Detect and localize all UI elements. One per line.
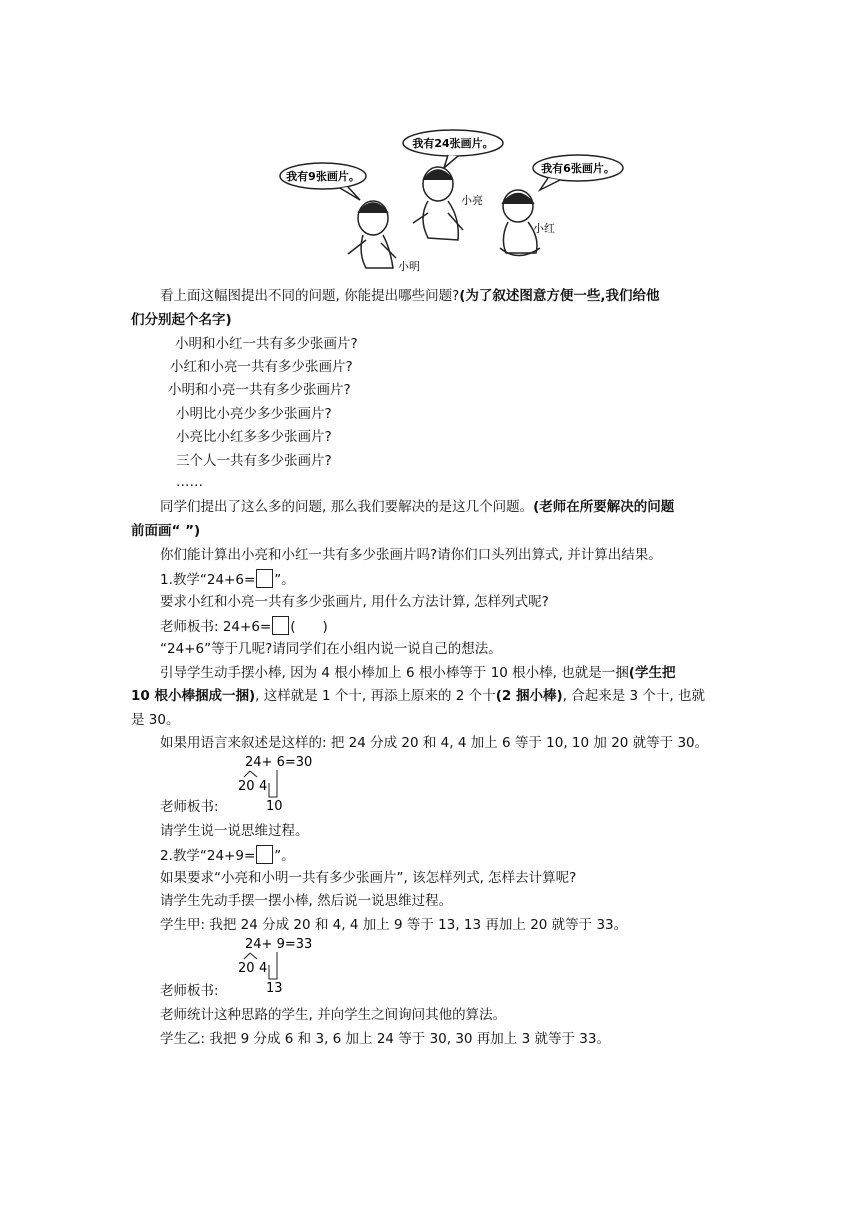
question-item: 小明比小亮少多少张画片? — [176, 406, 332, 422]
sec2-student-jia: 学生甲: 我把 24 分成 20 和 4, 4 加上 9 等于 13, 13 再加上 20 就等于 33。 — [160, 917, 628, 933]
p2-bold-a: (老师在所要解决的问题 — [533, 499, 675, 515]
name-label-xiaohong: 小红 — [533, 222, 555, 235]
calc-part-a: 20 — [238, 779, 255, 794]
sec1-guide-1 — [160, 663, 675, 683]
sec2-student-yi: 学生乙: 我把 9 分成 6 和 3, 6 加上 24 等于 30, 30 再加上 3 就等于 33。 — [160, 1031, 610, 1047]
sec1-title-b: ”。 — [274, 572, 295, 588]
p2-bold-b: 前面画“ ”) — [131, 523, 201, 539]
sec1-language: 如果用语言来叙述是这样的: 把 24 分成 20 和 4, 4 加上 6 等于 10, 10 加 20 就等于 30。 — [160, 735, 709, 751]
question-item: 小明和小红一共有多少张画片? — [175, 336, 358, 352]
decomposition-diagram-2 — [232, 934, 313, 996]
calc-sum: 13 — [266, 981, 283, 996]
xiaoming-figure — [348, 201, 396, 268]
sec1-guide-2 — [131, 686, 705, 706]
sec1-title-a: 1.教学“24+6= — [160, 572, 256, 588]
sec1-guide-3: 是 30。 — [131, 712, 180, 728]
question-item: 小亮比小红多多少张画片? — [176, 429, 332, 445]
guide-1b: (学生把 — [628, 665, 676, 681]
question-ellipsis: …… — [176, 474, 203, 490]
sec2-board-label: 老师板书: — [160, 983, 219, 999]
sec1-title — [160, 569, 295, 590]
xiaoliang-figure — [413, 167, 463, 240]
question-item: 小红和小亮一共有多少张画片? — [170, 359, 353, 375]
sec2-title-b: ”。 — [274, 848, 295, 864]
p2-line-1 — [160, 497, 674, 517]
name-label-xiaoming: 小明 — [398, 260, 420, 273]
question-item: 小明和小亮一共有多少张画片? — [168, 382, 351, 398]
question-item: 三个人一共有多少张画片? — [176, 453, 332, 469]
kids-illustration — [278, 128, 628, 276]
sec1-ask: 请学生说一说思维过程。 — [160, 823, 309, 839]
guide-2d: , 合起来是 3 个十, 也就 — [562, 688, 705, 704]
sec1-board — [160, 616, 328, 637]
bubble-text-xiaoliang: 我有24张画片。 — [412, 137, 494, 150]
sec1-board-label: 老师板书: — [160, 799, 219, 815]
calc-part-b: 4 — [259, 961, 268, 976]
guide-1a: 引导学生动手摆小棒, 因为 4 根小棒加上 6 根小棒等于 10 根小棒, 也就是一捆 — [160, 665, 629, 681]
sec2-title-a: 2.教学“24+9= — [160, 848, 256, 864]
sec2-question-2: 请学生先动手摆一摆小棒, 然后说一说思维过程。 — [160, 893, 453, 909]
sec1-question: 要求小红和小亮一共有多少张画片, 用什么方法计算, 怎样列式呢? — [160, 594, 549, 610]
p3-text: 你们能计算出小亮和小红一共有多少张画片吗?请你们口头列出算式, 并计算出结果。 — [160, 547, 662, 563]
guide-2c: (2 捆小棒) — [495, 688, 563, 704]
bubble-text-xiaoming: 我有9张画片。 — [286, 170, 360, 183]
intro-bold-a: (为了叙述图意方便一些,我们给他 — [459, 288, 660, 304]
speech-bubble-xiaohong — [533, 155, 623, 190]
p2-text: 同学们提出了这么多的问题, 那么我们要解决的是这几个问题。 — [160, 499, 534, 515]
intro-line-1 — [160, 286, 660, 306]
calc-equation: 24+ 9=33 — [245, 937, 313, 952]
calc-equation: 24+ 6=30 — [245, 755, 313, 770]
sec1-board-a: 老师板书: 24+6= — [160, 619, 272, 635]
speech-bubble-xiaoming — [280, 163, 366, 200]
sec2-question: 如果要求“小亮和小明一共有多少张画片”, 该怎样列式, 怎样去计算呢? — [160, 870, 577, 886]
sec1-question-2: “24+6”等于几呢?请同学们在小组内说一说自己的想法。 — [160, 641, 502, 657]
calc-sum: 10 — [266, 799, 283, 814]
speech-bubble-xiaoliang — [403, 130, 503, 168]
answer-box — [256, 845, 273, 864]
sec2-stat: 老师统计这种思路的学生, 并向学生之间询问其他的算法。 — [160, 1007, 507, 1023]
calc-part-b: 4 — [259, 779, 268, 794]
name-label-xiaoliang: 小亮 — [461, 194, 483, 207]
decomposition-diagram-1 — [232, 752, 313, 814]
sec1-board-b: ( ) — [290, 619, 328, 635]
sec2-title — [160, 845, 295, 866]
intro-bold-b: 们分别起个名字) — [131, 312, 232, 328]
guide-2b: , 这样就是 1 个十, 再添上原来的 2 个十 — [255, 688, 496, 704]
answer-box — [272, 616, 289, 635]
intro-text: 看上面这幅图提出不同的问题, 你能提出哪些问题? — [160, 288, 460, 304]
answer-box — [256, 569, 273, 588]
guide-2a: 10 根小棒捆成一捆) — [131, 688, 256, 704]
bubble-text-xiaohong: 我有6张画片。 — [541, 162, 615, 175]
calc-part-a: 20 — [238, 961, 255, 976]
